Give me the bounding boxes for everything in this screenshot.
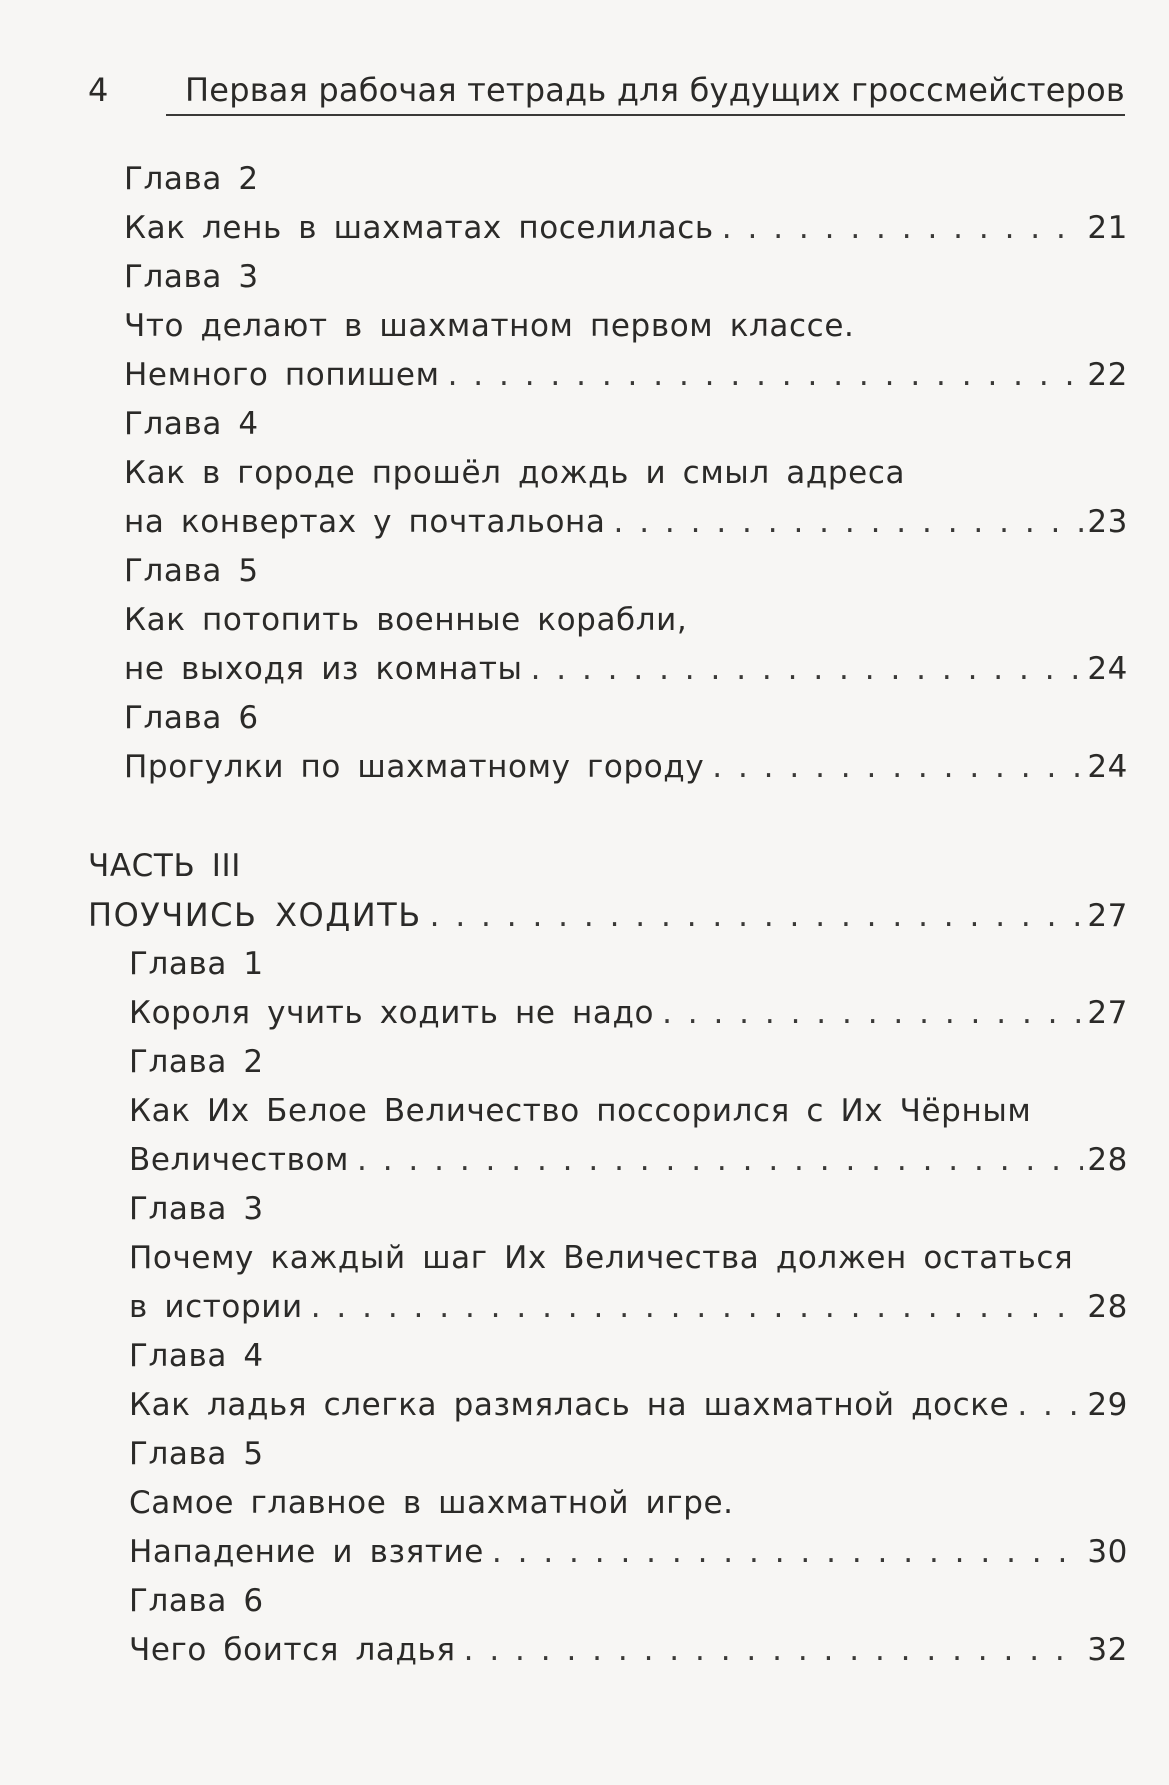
dot-leader <box>712 743 1083 792</box>
chapter-label: Глава 6 <box>129 1583 264 1619</box>
chapter-label: Глава 4 <box>124 406 259 442</box>
entry-title: Чего боится ладья <box>129 1632 456 1668</box>
entry-title: в истории <box>129 1289 303 1325</box>
dot-leader <box>1017 1381 1083 1430</box>
entry-page-number: 27 <box>1087 995 1128 1031</box>
entry-title: Нападение и взятие <box>129 1534 484 1570</box>
entry-title-line: Как в городе прошёл дождь и смыл адреса <box>124 455 906 491</box>
toc-entry[interactable] <box>88 1626 1128 1675</box>
entry-title: не выходя из комнаты <box>124 651 523 687</box>
entry-page-number: 21 <box>1087 210 1128 246</box>
chapter-label: Глава 2 <box>129 1044 264 1080</box>
entry-page-number: 29 <box>1087 1387 1128 1423</box>
dot-leader <box>430 892 1084 941</box>
entry-title-line: Как Их Белое Величество поссорился с Их Чёрным <box>129 1093 1032 1129</box>
table-of-contents <box>88 155 1128 1675</box>
entry-page-number: 32 <box>1087 1632 1128 1668</box>
toc-entry[interactable] <box>88 1381 1128 1430</box>
toc-entry[interactable] <box>88 1136 1128 1185</box>
part-label: ЧАСТЬ III <box>88 848 241 884</box>
toc-entry[interactable] <box>88 1283 1128 1332</box>
chapter-label: Глава 2 <box>124 161 259 197</box>
chapter-label: Глава 1 <box>129 946 264 982</box>
entry-title-line: Что делают в шахматном первом классе. <box>124 308 855 344</box>
dot-leader <box>613 498 1083 547</box>
toc-entry[interactable] <box>88 498 1128 547</box>
dot-leader <box>311 1283 1084 1332</box>
entry-title-line: Самое главное в шахматной игре. <box>129 1485 734 1521</box>
part-toc-entry[interactable] <box>88 891 1128 940</box>
part-page-number: 27 <box>1087 898 1128 934</box>
entry-page-number: 24 <box>1087 749 1128 785</box>
entry-page-number: 22 <box>1087 357 1128 393</box>
header-rule <box>166 114 1125 116</box>
entry-title: на конвертах у почтальона <box>124 504 606 540</box>
page-number: 4 <box>88 71 109 109</box>
entry-title: Величеством <box>129 1142 350 1178</box>
chapter-label: Глава 6 <box>124 700 259 736</box>
entry-page-number: 28 <box>1087 1142 1128 1178</box>
page-header <box>88 68 1125 118</box>
entry-title: Прогулки по шахматному городу <box>124 749 705 785</box>
dot-leader <box>492 1528 1083 1577</box>
entry-title: Немного попишем <box>124 357 440 393</box>
entry-page-number: 23 <box>1087 504 1128 540</box>
chapter-label: Глава 5 <box>124 553 259 589</box>
toc-entry[interactable] <box>88 743 1128 792</box>
chapter-label: Глава 5 <box>129 1436 264 1472</box>
toc-entry[interactable] <box>88 351 1128 400</box>
dot-leader <box>448 351 1084 400</box>
entry-title: Как лень в шахматах поселилась <box>124 210 714 246</box>
chapter-label: Глава 4 <box>129 1338 264 1374</box>
chapter-label: Глава 3 <box>124 259 259 295</box>
dot-leader <box>662 989 1083 1038</box>
dot-leader <box>722 204 1084 253</box>
toc-entry[interactable] <box>88 989 1128 1038</box>
toc-entry[interactable] <box>88 204 1128 253</box>
running-title: Первая рабочая тетрадь для будущих гроссмейстеров <box>185 71 1125 109</box>
toc-entry[interactable] <box>88 645 1128 694</box>
entry-page-number: 24 <box>1087 651 1128 687</box>
toc-entry[interactable] <box>88 1528 1128 1577</box>
entry-page-number: 28 <box>1087 1289 1128 1325</box>
entry-title-line: Как потопить военные корабли, <box>124 602 688 638</box>
entry-title-line: Почему каждый шаг Их Величества должен остаться <box>129 1240 1074 1276</box>
dot-leader <box>531 645 1084 694</box>
entry-page-number: 30 <box>1087 1534 1128 1570</box>
entry-title: Как ладья слегка размялась на шахматной доске <box>129 1387 1010 1423</box>
chapter-label: Глава 3 <box>129 1191 264 1227</box>
dot-leader <box>464 1626 1084 1675</box>
dot-leader <box>357 1136 1083 1185</box>
part-title: ПОУЧИСЬ ХОДИТЬ <box>88 896 422 934</box>
entry-title: Короля учить ходить не надо <box>129 995 655 1031</box>
